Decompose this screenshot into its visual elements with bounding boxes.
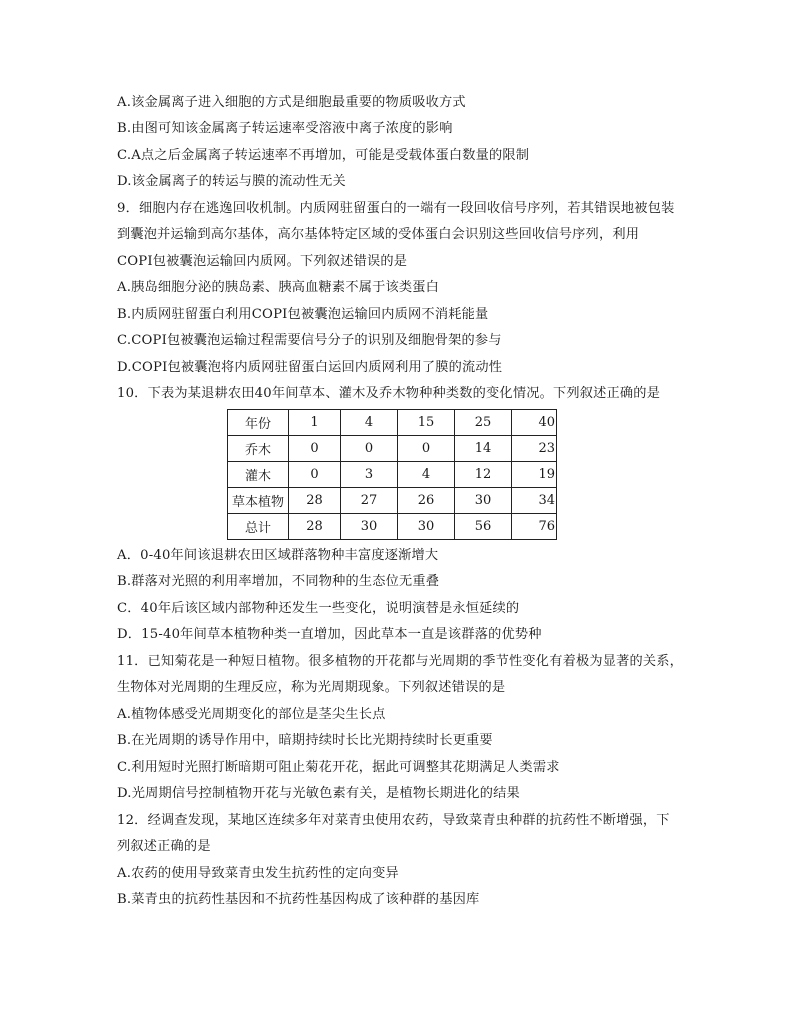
table-cell: 40 — [512, 410, 557, 436]
q8-option-a: A.该金属离子进入细胞的方式是细胞最重要的物质吸收方式 — [117, 95, 466, 110]
table-cell: 乔木 — [228, 436, 289, 462]
q12-option-b: B.菜青虫的抗药性基因和不抗药性基因构成了该种群的基因库 — [117, 892, 480, 907]
table-cell: 总计 — [228, 514, 289, 540]
q9-option-a: A.胰岛细胞分泌的胰岛素、胰高血糖素不属于该类蛋白 — [117, 280, 440, 295]
table-cell: 15 — [398, 410, 455, 436]
q11-option-b: B.在光周期的诱导作用中，暗期持续时长比光期持续时长更重要 — [117, 733, 493, 748]
table-cell: 27 — [341, 488, 398, 514]
table-cell: 56 — [455, 514, 512, 540]
table-cell: 30 — [341, 514, 398, 540]
table-row — [228, 488, 557, 514]
table-cell: 0 — [341, 436, 398, 462]
table-cell: 年份 — [228, 410, 289, 436]
table-cell: 0 — [398, 436, 455, 462]
q12-stem-line-2: 列叙述正确的是 — [117, 839, 211, 854]
table-cell: 19 — [512, 462, 557, 488]
q9-stem-line-1: 9．细胞内存在逃逸回收机制。内质网驻留蛋白的一端有一段回收信号序列，若其错误地被包装 — [117, 201, 675, 216]
q11-stem-line-2: 生物体对光周期的生理反应，称为光周期现象。下列叙述错误的是 — [117, 680, 506, 695]
table-cell: 28 — [289, 488, 341, 514]
table-cell: 草本植物 — [228, 488, 289, 514]
table-cell: 23 — [512, 436, 557, 462]
table-row — [228, 436, 557, 462]
table-cell: 28 — [289, 514, 341, 540]
table-cell: 25 — [455, 410, 512, 436]
table-cell: 34 — [512, 488, 557, 514]
q10-stem: 10．下表为某退耕农田40年间草本、灌木及乔木物种种类数的变化情况。下列叙述正确的是 — [117, 386, 661, 401]
q9-option-b: B.内质网驻留蛋白利用COPI包被囊泡运输回内质网不消耗能量 — [117, 307, 489, 322]
q10-option-b: B.群落对光照的利用率增加，不同物种的生态位无重叠 — [117, 574, 440, 589]
table-cell: 26 — [398, 488, 455, 514]
table-cell: 灌木 — [228, 462, 289, 488]
table-cell: 0 — [289, 436, 341, 462]
table-cell: 4 — [398, 462, 455, 488]
q10-option-a: A．0-40年间该退耕农田区域群落物种丰富度逐渐增大 — [117, 548, 439, 563]
q11-stem-line-1: 11．已知菊花是一种短日植物。很多植物的开花都与光周期的季节性变化有着极为显著的关系， — [117, 654, 684, 669]
table-cell: 30 — [455, 488, 512, 514]
table-cell: 76 — [512, 514, 557, 540]
table-cell: 30 — [398, 514, 455, 540]
table-cell: 12 — [455, 462, 512, 488]
q11-option-d: D.光周期信号控制植物开花与光敏色素有关，是植物长期进化的结果 — [117, 786, 520, 801]
q9-stem-line-3: COPI包被囊泡运输回内质网。下列叙述错误的是 — [117, 254, 408, 269]
table-cell: 14 — [455, 436, 512, 462]
table-cell: 4 — [341, 410, 398, 436]
table-cell: 1 — [289, 410, 341, 436]
table-row — [228, 410, 557, 436]
species-table — [227, 409, 557, 540]
q11-option-c: C.利用短时光照打断暗期可阻止菊花开花，据此可调整其花期满足人类需求 — [117, 760, 560, 775]
q9-option-c: C.COPI包被囊泡运输过程需要信号分子的识别及细胞骨架的参与 — [117, 333, 502, 348]
q10-option-d: D．15-40年间草本植物种类一直增加，因此草本一直是该群落的优势种 — [117, 627, 542, 642]
table-row — [228, 462, 557, 488]
q9-stem-line-2: 到囊泡并运输到高尔基体，高尔基体特定区域的受体蛋白会识别这些回收信号序列，利用 — [117, 227, 640, 242]
q8-option-d: D.该金属离子的转运与膜的流动性无关 — [117, 174, 346, 189]
table-cell: 0 — [289, 462, 341, 488]
q9-option-d: D.COPI包被囊泡将内质网驻留蛋白运回内质网利用了膜的流动性 — [117, 360, 503, 375]
q12-option-a: A.农药的使用导致菜青虫发生抗药性的定向变异 — [117, 866, 399, 881]
q12-stem-line-1: 12．经调查发现，某地区连续多年对菜青虫使用农药，导致菜青虫种群的抗药性不断增强，下 — [117, 813, 670, 828]
q10-option-c: C．40年后该区域内部物种还发生一些变化，说明演替是永恒延续的 — [117, 601, 520, 616]
q11-option-a: A.植物体感受光周期变化的部位是茎尖生长点 — [117, 707, 386, 722]
table-row — [228, 514, 557, 540]
q8-option-c: C.A点之后金属离子转运速率不再增加，可能是受载体蛋白数量的限制 — [117, 148, 530, 163]
table-cell: 3 — [341, 462, 398, 488]
q8-option-b: B.由图可知该金属离子转运速率受溶液中离子浓度的影响 — [117, 121, 453, 136]
